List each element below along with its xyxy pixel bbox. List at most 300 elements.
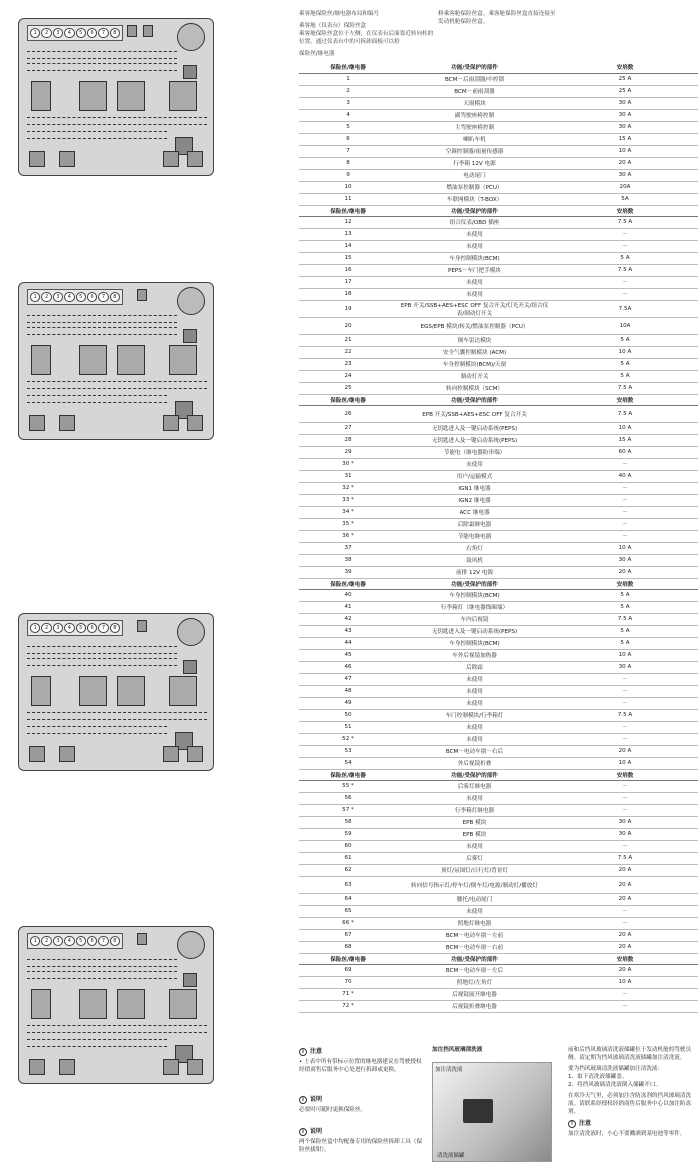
fuse-amperage: 10 A bbox=[552, 757, 698, 769]
fuse-function: 制动灯开关 bbox=[397, 370, 552, 382]
relay bbox=[31, 345, 51, 375]
fuse-function: 转向信号指示灯/停车灯/倒车灯/电源/制动灯/播放灯 bbox=[397, 876, 552, 893]
table-row bbox=[299, 228, 698, 240]
table-row bbox=[299, 216, 698, 228]
fuse-slot bbox=[187, 415, 203, 431]
fuse-amperage: － bbox=[552, 518, 698, 530]
washer-reservoir-cap bbox=[463, 1099, 493, 1123]
fuse-function: 顶灯/氛围灯/日行灯/背景灯 bbox=[397, 864, 552, 876]
fuse-number: 45 bbox=[299, 649, 397, 661]
table-row bbox=[299, 317, 698, 334]
fuse-amperage: 7.5 A bbox=[552, 852, 698, 864]
fuse-label: 5 bbox=[76, 28, 86, 38]
fuse-number: 5 bbox=[299, 121, 397, 133]
fuse-number: 12 bbox=[299, 216, 397, 228]
table-row bbox=[299, 685, 698, 697]
fuse-function: 后视镜折叠继电器 bbox=[397, 1000, 552, 1012]
fuse-label: 7 bbox=[98, 28, 108, 38]
fuse-amperage: － bbox=[552, 228, 698, 240]
fuse-number: 17 bbox=[299, 276, 397, 288]
fuse-slot bbox=[163, 746, 179, 762]
fuse-function: EPB 模块 bbox=[397, 828, 552, 840]
fuse-box-diagram-3 bbox=[18, 613, 214, 771]
fuse-amperage: － bbox=[552, 905, 698, 917]
fuse-box-diagram-4 bbox=[18, 926, 214, 1084]
header-cell: 安培数 bbox=[552, 205, 698, 216]
fuse-slot bbox=[137, 289, 147, 301]
washer-title: 加注挡风玻璃清洗液 bbox=[432, 1047, 483, 1053]
fuse-label: 8 bbox=[110, 292, 120, 302]
table-row bbox=[299, 852, 698, 864]
table-row bbox=[299, 169, 698, 181]
header-cell: 功能/受保护的部件 bbox=[397, 62, 552, 73]
intro-left bbox=[299, 10, 434, 58]
fuse-number: 57 * bbox=[299, 804, 397, 816]
fuse-amperage: 10A bbox=[552, 317, 698, 334]
fuse-function: 未使用 bbox=[397, 240, 552, 252]
fuse-amperage: 30 A bbox=[552, 828, 698, 840]
fuse-amperage: 10 A bbox=[552, 422, 698, 434]
fuse-slot bbox=[59, 151, 75, 167]
fuse-function: EPB 开关/SSB+AES+ESC OFF 复合开关 bbox=[397, 405, 552, 422]
fuse-slot bbox=[29, 415, 45, 431]
fuse-number: 22 bbox=[299, 346, 397, 358]
fuse-amperage: 20 A bbox=[552, 566, 698, 578]
relay bbox=[169, 345, 197, 375]
table-row bbox=[299, 346, 698, 358]
fuse-slot bbox=[187, 151, 203, 167]
location-body: 乘客舱保险丝盒位于左侧，在仪表台后面靠近转向柱的位置。通过仪表台中的可拆卸面板可以检 bbox=[299, 31, 434, 45]
fuse-function: BCM－电动车窗－左后 bbox=[397, 964, 552, 976]
fuse-amperage: － bbox=[552, 482, 698, 494]
info-icon: i bbox=[299, 1096, 307, 1104]
fuse-function: 无钥匙进入及一键启动系统(PEPS) bbox=[397, 434, 552, 446]
fuse-amperage: 20 A bbox=[552, 864, 698, 876]
table-row bbox=[299, 288, 698, 300]
fuse-slot bbox=[127, 25, 137, 37]
fuse-number: 72 * bbox=[299, 1000, 397, 1012]
fuse-row bbox=[27, 1025, 207, 1033]
fuse-function: 未使用 bbox=[397, 458, 552, 470]
fuse-number: 16 bbox=[299, 264, 397, 276]
fuse-amperage: 20 A bbox=[552, 876, 698, 893]
fuse-number: 19 bbox=[299, 300, 397, 317]
fuse-number: 67 bbox=[299, 929, 397, 941]
table-row bbox=[299, 85, 698, 97]
fuse-label: 6 bbox=[87, 936, 97, 946]
fuse-function: IGN1 继电器 bbox=[397, 482, 552, 494]
fuse-number: 7 bbox=[299, 145, 397, 157]
fuse-function: 无钥匙进入及一键启动系统(PEPS) bbox=[397, 625, 552, 637]
fuse-function: 喇叭车机 bbox=[397, 133, 552, 145]
fuse-label: 6 bbox=[87, 28, 97, 38]
fuse-function: 车身控制模块(BCM) bbox=[397, 252, 552, 264]
fuse-function: 后视镜展开继电器 bbox=[397, 988, 552, 1000]
fuse-number: 65 bbox=[299, 905, 397, 917]
fuse-number: 25 bbox=[299, 382, 397, 394]
fuse-function: BCM－电动车窗－右后 bbox=[397, 745, 552, 757]
table-row bbox=[299, 589, 698, 601]
relay bbox=[117, 81, 145, 111]
fuse-amperage: － bbox=[552, 276, 698, 288]
fuse-amperage: 10 A bbox=[552, 542, 698, 554]
fuse-row bbox=[27, 646, 177, 654]
fuse-row bbox=[27, 381, 207, 389]
fuse-number: 41 bbox=[299, 601, 397, 613]
fuse-row bbox=[27, 63, 177, 71]
fuse-row-top bbox=[27, 933, 123, 949]
fuse-amperage: 7.5A bbox=[552, 300, 698, 317]
relay bbox=[31, 81, 51, 111]
fuse-label: 6 bbox=[87, 623, 97, 633]
fuse-slot bbox=[163, 151, 179, 167]
note1-body: • 上表中所有带标示位置的继电器建议在驾驶授权经销商售后服务中心处进行拆卸或更换。 bbox=[299, 1059, 422, 1073]
fuse-function: 鼓风机 bbox=[397, 554, 552, 566]
table-row bbox=[299, 554, 698, 566]
fuse-label: 7 bbox=[98, 623, 108, 633]
fuse-amperage: － bbox=[552, 530, 698, 542]
fuse-amperage: 10 A bbox=[552, 976, 698, 988]
fuse-function: 节能电（继电器防串端） bbox=[397, 446, 552, 458]
fuse-function: 安全气囊控制模块 (ACM) bbox=[397, 346, 552, 358]
fuse-function: 照地灯/左角灯 bbox=[397, 976, 552, 988]
fuse-function: 转向控制模块（SCM） bbox=[397, 382, 552, 394]
fuse-function: 车联网模块（T-BOX） bbox=[397, 193, 552, 205]
fuse-number: 64 bbox=[299, 893, 397, 905]
fuse-number: 30 * bbox=[299, 458, 397, 470]
fuse-number: 62 bbox=[299, 864, 397, 876]
header-cell: 功能/受保护的部件 bbox=[397, 953, 552, 964]
fuse-amperage: 20 A bbox=[552, 929, 698, 941]
connector-circle bbox=[177, 23, 205, 51]
table-row bbox=[299, 661, 698, 673]
fuse-number: 59 bbox=[299, 828, 397, 840]
fuse-function: 未使用 bbox=[397, 228, 552, 240]
fuse-slot bbox=[29, 151, 45, 167]
table-row bbox=[299, 145, 698, 157]
fuse-function: IGN2 继电器 bbox=[397, 494, 552, 506]
header-cell: 安培数 bbox=[552, 578, 698, 589]
header-cell: 保险丝/继电器 bbox=[299, 205, 397, 216]
fuse-function: 后雾灯 bbox=[397, 852, 552, 864]
table-header-row bbox=[299, 205, 698, 216]
fuse-row bbox=[27, 658, 177, 666]
fuse-label: 3 bbox=[53, 292, 63, 302]
fuse-function: 车内后视镜 bbox=[397, 613, 552, 625]
fuse-amperage: － bbox=[552, 673, 698, 685]
table-row bbox=[299, 673, 698, 685]
note3-title: 说明 bbox=[310, 1128, 323, 1135]
intro-right-line2: 发动机舱保险丝盒。 bbox=[438, 19, 489, 25]
fuse-number: 26 bbox=[299, 405, 397, 422]
fuse-number: 11 bbox=[299, 193, 397, 205]
washer-para2: 要为挡风玻璃清洗液储罐加注清洗液： bbox=[568, 1066, 664, 1072]
table-row bbox=[299, 157, 698, 169]
fuse-amperage: － bbox=[552, 792, 698, 804]
fuse-label: 2 bbox=[41, 292, 51, 302]
table-row bbox=[299, 745, 698, 757]
fuse-row-top bbox=[27, 289, 123, 305]
fuse-slot bbox=[163, 415, 179, 431]
fuse-label: 4 bbox=[64, 936, 74, 946]
fuse-number: 69 bbox=[299, 964, 397, 976]
table-row bbox=[299, 780, 698, 792]
fuse-function: ACC 继电器 bbox=[397, 506, 552, 518]
fuse-number: 71 * bbox=[299, 988, 397, 1000]
table-row bbox=[299, 988, 698, 1000]
table-row bbox=[299, 264, 698, 276]
fuse-label: 8 bbox=[110, 28, 120, 38]
fuse-row-top bbox=[27, 25, 123, 41]
connector-circle bbox=[177, 618, 205, 646]
table-row bbox=[299, 518, 698, 530]
fuse-amperage: 5 A bbox=[552, 252, 698, 264]
table-row bbox=[299, 893, 698, 905]
intro-right bbox=[438, 10, 588, 26]
fuse-number: 9 bbox=[299, 169, 397, 181]
fuse-label: 4 bbox=[64, 292, 74, 302]
fuse-number: 31 bbox=[299, 470, 397, 482]
table-row bbox=[299, 97, 698, 109]
note-box-2 bbox=[299, 1096, 427, 1114]
fuse-function: 无钥匙进入及一键启动系统(PEPS) bbox=[397, 422, 552, 434]
fuse-amperage: 5 A bbox=[552, 370, 698, 382]
fuse-amperage: 7.5 A bbox=[552, 382, 698, 394]
note-box-1 bbox=[299, 1048, 427, 1074]
fuse-number: 35 * bbox=[299, 518, 397, 530]
location-title: 乘客舱（仪表台）保险丝盒 bbox=[299, 23, 367, 29]
fuse-number: 38 bbox=[299, 554, 397, 566]
fuse-amperage: 5 A bbox=[552, 601, 698, 613]
fuse-number: 1 bbox=[299, 73, 397, 85]
fuse-function: 未使用 bbox=[397, 276, 552, 288]
relay-slot bbox=[183, 65, 197, 79]
fuse-function: 倒车雷达模块 bbox=[397, 334, 552, 346]
fuse-label: 8 bbox=[110, 936, 120, 946]
intro-right-line1: 修乘客舱保险丝盒。乘客舱保险丝盒直接连接至 bbox=[438, 11, 556, 17]
table-row bbox=[299, 697, 698, 709]
warning-icon: ! bbox=[568, 1120, 576, 1128]
fuse-slot bbox=[163, 1059, 179, 1075]
table-row bbox=[299, 470, 698, 482]
fuse-amperage: 30 A bbox=[552, 554, 698, 566]
table-row bbox=[299, 649, 698, 661]
fuse-function: EPB 开关/SSB+AES+ESC OFF 复合开关/灯光开关/组合仪表/制动灯开关 bbox=[397, 300, 552, 317]
header-cell: 安培数 bbox=[552, 953, 698, 964]
fuse-function: 未使用 bbox=[397, 697, 552, 709]
fuse-amperage: － bbox=[552, 288, 698, 300]
fuse-number: 28 bbox=[299, 434, 397, 446]
fuse-number: 56 bbox=[299, 792, 397, 804]
fuse-number: 40 bbox=[299, 589, 397, 601]
header-cell: 保险丝/继电器 bbox=[299, 62, 397, 73]
fuse-number: 70 bbox=[299, 976, 397, 988]
fuse-amperage: 5 A bbox=[552, 637, 698, 649]
fuse-function: 车身控制模块(BCM) bbox=[397, 637, 552, 649]
fuse-number: 36 * bbox=[299, 530, 397, 542]
fuse-label: 5 bbox=[76, 623, 86, 633]
fuse-number: 51 bbox=[299, 721, 397, 733]
table-row bbox=[299, 121, 698, 133]
fuse-number: 37 bbox=[299, 542, 397, 554]
fuse-function: 用户/运输模式 bbox=[397, 470, 552, 482]
fuse-label: 2 bbox=[41, 28, 51, 38]
fuse-amperage: 20 A bbox=[552, 941, 698, 953]
fuse-number: 68 bbox=[299, 941, 397, 953]
fuse-function: BCM－电动车窗－右前 bbox=[397, 941, 552, 953]
fuse-row bbox=[27, 327, 177, 335]
fuse-label: 5 bbox=[76, 936, 86, 946]
table-row bbox=[299, 434, 698, 446]
relay bbox=[117, 676, 145, 706]
fuse-row bbox=[27, 315, 177, 323]
fuse-number: 20 bbox=[299, 317, 397, 334]
fuse-label: 2 bbox=[41, 936, 51, 946]
fuse-number: 13 bbox=[299, 228, 397, 240]
fuse-function: 未使用 bbox=[397, 673, 552, 685]
table-row bbox=[299, 73, 698, 85]
relay bbox=[79, 676, 107, 706]
washer-para3: 在寒冷天气里，必须加注含防冻剂的挡风玻璃清洗液。请联系经授权经销商售后服务中心以加注防冻剂。 bbox=[568, 1093, 692, 1115]
fuse-function: BCM－前雨刮器 bbox=[397, 85, 552, 97]
table-row bbox=[299, 446, 698, 458]
table-row bbox=[299, 193, 698, 205]
fuse-slot bbox=[187, 1059, 203, 1075]
fuse-label: 6 bbox=[87, 292, 97, 302]
fuse-row bbox=[27, 726, 167, 734]
table-row bbox=[299, 252, 698, 264]
note-box-3 bbox=[299, 1128, 427, 1154]
table-row bbox=[299, 506, 698, 518]
relay-slot bbox=[183, 329, 197, 343]
note3-body: 两个保险丝盒中均配备专用的保险丝拆卸工具（保险丝拔钳）。 bbox=[299, 1139, 423, 1153]
fuse-row bbox=[27, 1039, 167, 1047]
washer-text bbox=[568, 1046, 698, 1138]
fuse-number: 10 bbox=[299, 181, 397, 193]
fuse-amperage: 30 A bbox=[552, 97, 698, 109]
fuse-amperage: 7.5 A bbox=[552, 613, 698, 625]
table-row bbox=[299, 422, 698, 434]
fuse-row bbox=[27, 712, 207, 720]
relay bbox=[169, 989, 197, 1019]
fuse-slot bbox=[59, 415, 75, 431]
fuse-amperage: － bbox=[552, 506, 698, 518]
fuse-function: 未使用 bbox=[397, 733, 552, 745]
washer-note-body: 加注清洗液时，小心不要溅洒到某电池等零件。 bbox=[568, 1131, 686, 1137]
fuse-function: EGS/EPB 模块/转关/燃油泵控制器（PCU） bbox=[397, 317, 552, 334]
table-row bbox=[299, 370, 698, 382]
fuse-amperage: － bbox=[552, 240, 698, 252]
note1-title: 注意 bbox=[310, 1048, 323, 1055]
table-row bbox=[299, 494, 698, 506]
fuse-function: 未使用 bbox=[397, 792, 552, 804]
fuse-table bbox=[299, 62, 698, 1013]
fuse-amperage: － bbox=[552, 780, 698, 792]
fuse-number: 29 bbox=[299, 446, 397, 458]
fuse-function: 行李箱 12V 电源 bbox=[397, 157, 552, 169]
fuse-function: 未使用 bbox=[397, 905, 552, 917]
note2-body: 必要时可随时更换保险丝。 bbox=[299, 1107, 367, 1113]
fuse-amperage: － bbox=[552, 917, 698, 929]
fuse-number: 63 bbox=[299, 876, 397, 893]
fuse-label: 8 bbox=[110, 623, 120, 633]
fuse-amperage: － bbox=[552, 733, 698, 745]
relay-slot bbox=[183, 660, 197, 674]
fuse-function: 腰托/电动尾门 bbox=[397, 893, 552, 905]
washer-para1: 前和后挡风玻璃清洗液储罐位于发动机舱的驾驶员侧。请定期为挡风玻璃清洗液储罐加注清洗液。 bbox=[568, 1047, 692, 1061]
table-header-row bbox=[299, 394, 698, 405]
fuse-amperage: － bbox=[552, 988, 698, 1000]
header-cell: 安培数 bbox=[552, 394, 698, 405]
table-row bbox=[299, 530, 698, 542]
fuse-function: 节能电继电器 bbox=[397, 530, 552, 542]
fuse-label: 5 bbox=[76, 292, 86, 302]
fuse-function: 未使用 bbox=[397, 288, 552, 300]
table-row bbox=[299, 482, 698, 494]
fuse-function: 主驾驶座椅控制 bbox=[397, 121, 552, 133]
fuse-amperage: 30 A bbox=[552, 121, 698, 133]
table-row bbox=[299, 109, 698, 121]
fuse-slot bbox=[59, 1059, 75, 1075]
fuse-number: 18 bbox=[299, 288, 397, 300]
fuse-label: 7 bbox=[98, 936, 108, 946]
fuse-function: PEPS－车门把手模块 bbox=[397, 264, 552, 276]
fuse-label: 3 bbox=[53, 623, 63, 633]
table-row bbox=[299, 133, 698, 145]
fuse-amperage: 5 A bbox=[552, 358, 698, 370]
fuse-function: 后雾灯继电器 bbox=[397, 780, 552, 792]
fuse-amperage: 20 A bbox=[552, 745, 698, 757]
relay bbox=[117, 989, 145, 1019]
fuse-row bbox=[27, 131, 167, 139]
fuse-amperage: 40 A bbox=[552, 470, 698, 482]
fuse-label: 1 bbox=[30, 292, 40, 302]
fuse-row bbox=[27, 395, 167, 403]
fuse-amperage: 20A bbox=[552, 181, 698, 193]
fuse-amperage: 30 A bbox=[552, 169, 698, 181]
table-row bbox=[299, 542, 698, 554]
fuse-number: 61 bbox=[299, 852, 397, 864]
table-row bbox=[299, 840, 698, 852]
fuse-number: 4 bbox=[299, 109, 397, 121]
fuse-number: 58 bbox=[299, 816, 397, 828]
fuse-function: 前排 12V 电源 bbox=[397, 566, 552, 578]
fuse-amperage: 5 A bbox=[552, 589, 698, 601]
header-cell: 保险丝/继电器 bbox=[299, 394, 397, 405]
fuse-function: 行李箱灯继电器 bbox=[397, 804, 552, 816]
relay bbox=[31, 989, 51, 1019]
fuse-label: 1 bbox=[30, 28, 40, 38]
washer-note-title: 注意 bbox=[579, 1120, 592, 1127]
photo-label: 加注清洗液 bbox=[435, 1067, 463, 1073]
table-header-row bbox=[299, 769, 698, 780]
fuse-label: 2 bbox=[41, 623, 51, 633]
fuse-amperage: 10 A bbox=[552, 346, 698, 358]
fuse-number: 3 bbox=[299, 97, 397, 109]
table-row bbox=[299, 300, 698, 317]
fuse-number: 54 bbox=[299, 757, 397, 769]
connector-circle bbox=[177, 287, 205, 315]
fuse-function: 照地灯继电器 bbox=[397, 917, 552, 929]
fuse-amperage: 10 A bbox=[552, 145, 698, 157]
header-cell: 保险丝/继电器 bbox=[299, 578, 397, 589]
fuse-box-diagram-1 bbox=[18, 18, 214, 176]
washer-photo bbox=[432, 1062, 552, 1162]
table-row bbox=[299, 613, 698, 625]
fuse-amperage: 15 A bbox=[552, 133, 698, 145]
fuse-number: 14 bbox=[299, 240, 397, 252]
table-row bbox=[299, 976, 698, 988]
